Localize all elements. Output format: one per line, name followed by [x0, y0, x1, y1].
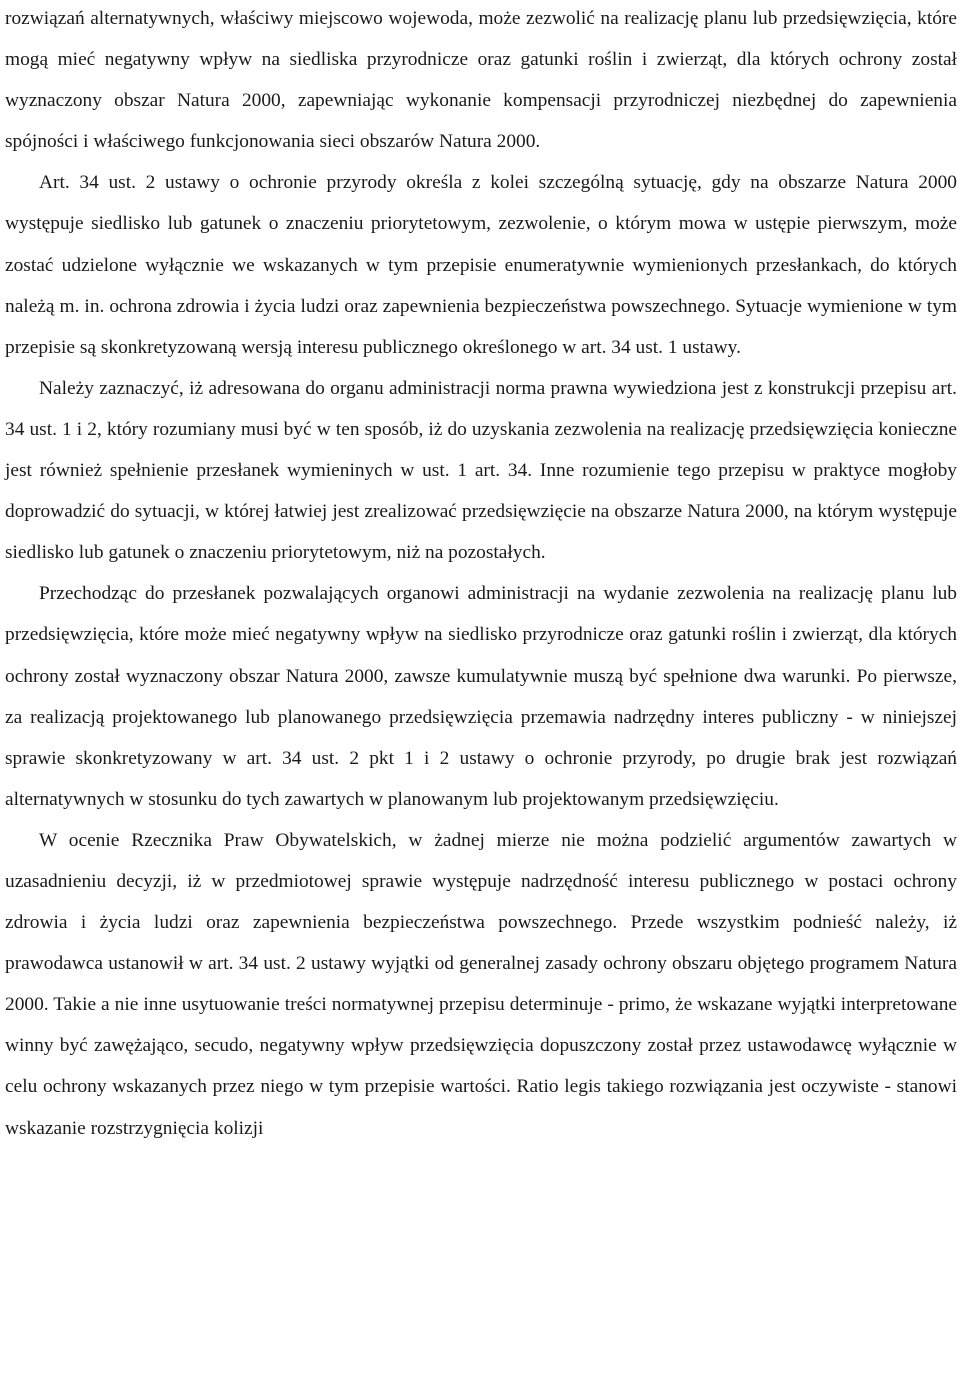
paragraph-norma-prawna: Należy zaznaczyć, iż adresowana do organu administracji norma prawna wywiedziona jest z konstrukcji przepisu art. 34 ust. 1 i 2, który rozumiany musi być w ten sposób, iż do uzyskania zezwolenia na realizację przedsięwzięcia konieczne jest również spełnienie przesłanek wymieninych w ust. 1 art. 34. Inne rozumienie tego przepisu w praktyce mogłoby doprowadzić do sytuacji, w której łatwiej jest zrealizować przedsięwzięcie na obszarze Natura 2000, na którym występuje siedlisko lub gatunek o znaczeniu priorytetowym, niż na pozostałych.: [5, 377, 957, 564]
paragraph-ocena-rpo: W ocenie Rzecznika Praw Obywatelskich, w żadnej mierze nie można podzielić argumentów zawartych w uzasadnieniu decyzji, iż w przedmiotowej sprawie występuje nadrzędność interesu publicznego w postaci ochrony zdrowia i życia ludzi oraz zapewnienia bezpieczeństwa powszechnego. Przede wszystkim podnieść należy, iż prawodawca ustanowił w art. 34 ust. 2 ustawy wyjątki od generalnej zasady ochrony obszaru objętego programem Natura 2000. Takie a nie inne usytuowanie treści normatywnej przepisu determinuje - primo, że wskazane wyjątki interpretowane winny być zawężająco, secudo, negatywny wpływ przedsięwzięcia dopuszczony został przez ustawodawcę wyłącznie w celu ochrony wskazanych przez niego w tym przepisie wartości. Ratio legis takiego rozwiązania jest oczywiste - stanowi wskazanie rozstrzygnięcia kolizji: [5, 829, 957, 1139]
paragraph-art-34-ust-2: Art. 34 ust. 2 ustawy o ochronie przyrody określa z kolei szczególną sytuację, gdy na obszarze Natura 2000 występuje siedlisko lub gatunek o znaczeniu priorytetowym, zezwolenie, o którym mowa w ustępie pierwszym, może zostać udzielone wyłącznie we wskazanych w tym przepisie enumeratywnie wymienionych przesłankach, do których należą m. in. ochrona zdrowia i życia ludzi oraz zapewnienia bezpieczeństwa powszechnego. Sytuacje wymienione w tym przepisie są skonkretyzowaną wersją interesu publicznego określonego w art. 34 ust. 1 ustawy.: [5, 172, 957, 358]
paragraph-continuation: rozwiązań alternatywnych, właściwy miejscowo wojewoda, może zezwolić na realizację planu lub przedsięwzięcia, które mogą mieć negatywny wpływ na siedliska przyrodnicze oraz gatunki roślin i zwierząt, dla których ochrony został wyznaczony obszar Natura 2000, zapewniając wykonanie kompensacji przyrodniczej niezbędnej do zapewnienia spójności i właściwego funkcjonowania sieci obszarów Natura 2000.: [5, 8, 957, 153]
paragraph-przeslanki: Przechodząc do przesłanek pozwalających organowi administracji na wydanie zezwolenia na realizację planu lub przedsięwzięcia, które może mieć negatywny wpływ na siedlisko przyrodnicze oraz gatunki roślin i zwierząt, dla których ochrony został wyznaczony obszar Natura 2000, zawsze kumulatywnie muszą być spełnione dwa warunki. Po pierwsze, za realizacją projektowanego lub planowanego przedsięwzięcia przemawia nadrzędny interes publiczny - w niniejszej sprawie skonkretyzowany w art. 34 ust. 2 pkt 1 i 2 ustawy o ochronie przyrody, po drugie brak jest rozwiązań alternatywnych w stosunku do tych zawartych w planowanym lub projektowanym przedsięwzięciu.: [5, 583, 957, 810]
document-body: [5, 0, 957, 1149]
document-page: [5, 0, 957, 1149]
